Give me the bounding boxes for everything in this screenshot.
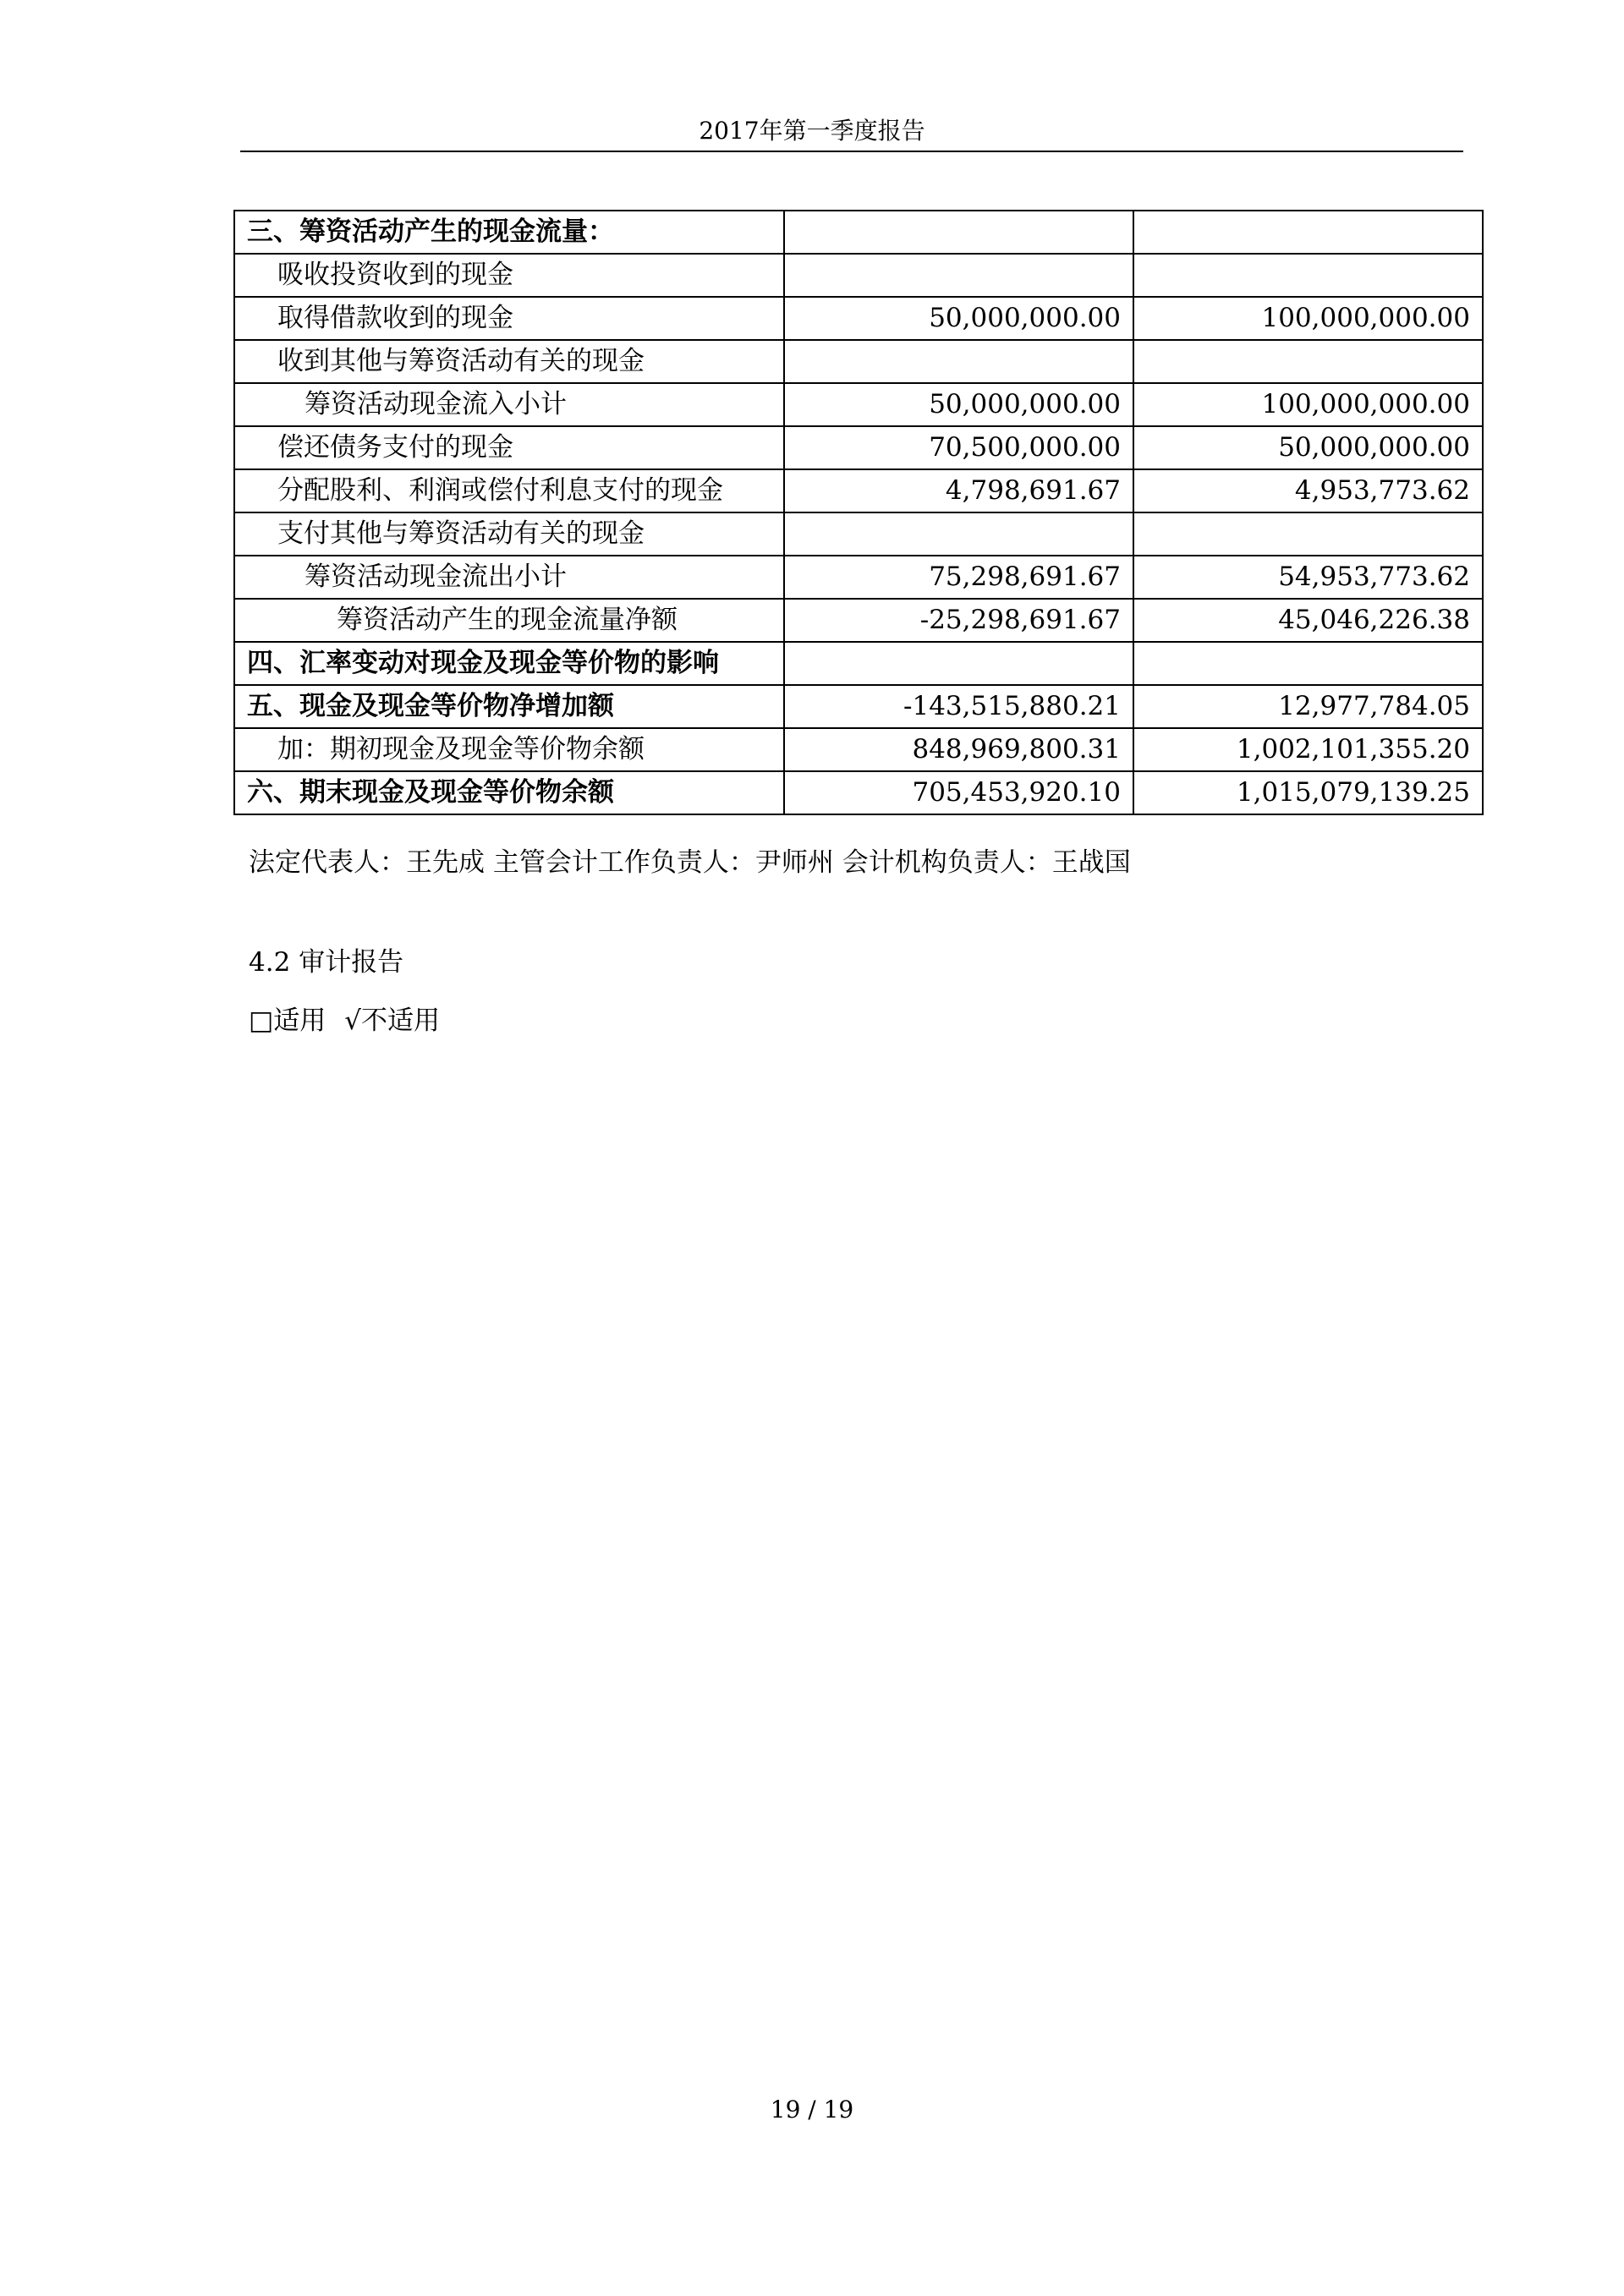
cash-flow-table xyxy=(233,210,1484,815)
current-period-value: -143,515,880.21 xyxy=(784,685,1133,728)
prior-period-value: 1,015,079,139.25 xyxy=(1133,771,1483,814)
table-row xyxy=(234,599,1483,642)
prior-period-value xyxy=(1133,512,1483,556)
option-not-applicable: √不适用 xyxy=(344,1006,441,1036)
row-label: 六、期末现金及现金等价物余额 xyxy=(234,771,784,814)
table-row xyxy=(234,771,1483,814)
current-period-value: 848,969,800.31 xyxy=(784,728,1133,771)
current-period-value: 50,000,000.00 xyxy=(784,383,1133,426)
prior-period-value: 12,977,784.05 xyxy=(1133,685,1483,728)
table-row xyxy=(234,685,1483,728)
prior-period-value xyxy=(1133,340,1483,383)
table-row xyxy=(234,642,1483,685)
current-period-value: 70,500,000.00 xyxy=(784,426,1133,469)
page-number: 19 / 19 xyxy=(770,2096,854,2123)
page-header-title: 2017年第一季度报告 xyxy=(699,117,925,145)
prior-period-value: 45,046,226.38 xyxy=(1133,599,1483,642)
audit-report-heading: 4.2 审计报告 xyxy=(249,947,404,978)
table-row xyxy=(234,383,1483,426)
table-row xyxy=(234,728,1483,771)
header-divider xyxy=(240,151,1463,152)
row-label: 收到其他与筹资活动有关的现金 xyxy=(234,340,784,383)
current-period-value: -25,298,691.67 xyxy=(784,599,1133,642)
prior-period-value: 50,000,000.00 xyxy=(1133,426,1483,469)
row-label: 筹资活动现金流出小计 xyxy=(234,556,784,599)
applicability-options xyxy=(249,1004,458,1038)
prior-period-value: 100,000,000.00 xyxy=(1133,383,1483,426)
table-row xyxy=(234,469,1483,512)
prior-period-value xyxy=(1133,642,1483,685)
row-label: 筹资活动产生的现金流量净额 xyxy=(234,599,784,642)
row-label: 分配股利、利润或偿付利息支付的现金 xyxy=(234,469,784,512)
table-row xyxy=(234,340,1483,383)
current-period-value xyxy=(784,642,1133,685)
table-row xyxy=(234,426,1483,469)
prior-period-value: 1,002,101,355.20 xyxy=(1133,728,1483,771)
prior-period-value xyxy=(1133,211,1483,254)
row-label: 偿还债务支付的现金 xyxy=(234,426,784,469)
row-label: 取得借款收到的现金 xyxy=(234,297,784,340)
row-label: 四、汇率变动对现金及现金等价物的影响 xyxy=(234,642,784,685)
table-row xyxy=(234,297,1483,340)
signers-line: 法定代表人：王先成 主管会计工作负责人：尹师州 会计机构负责人：王战国 xyxy=(249,847,1131,878)
current-period-value xyxy=(784,512,1133,556)
row-label: 筹资活动现金流入小计 xyxy=(234,383,784,426)
row-label: 加：期初现金及现金等价物余额 xyxy=(234,728,784,771)
prior-period-value: 100,000,000.00 xyxy=(1133,297,1483,340)
current-period-value: 4,798,691.67 xyxy=(784,469,1133,512)
current-period-value xyxy=(784,211,1133,254)
row-label: 三、筹资活动产生的现金流量： xyxy=(234,211,784,254)
prior-period-value xyxy=(1133,254,1483,297)
current-period-value: 50,000,000.00 xyxy=(784,297,1133,340)
row-label: 吸收投资收到的现金 xyxy=(234,254,784,297)
prior-period-value: 4,953,773.62 xyxy=(1133,469,1483,512)
current-period-value xyxy=(784,254,1133,297)
prior-period-value: 54,953,773.62 xyxy=(1133,556,1483,599)
current-period-value: 705,453,920.10 xyxy=(784,771,1133,814)
option-applicable: □适用 xyxy=(249,1006,326,1036)
row-label: 支付其他与筹资活动有关的现金 xyxy=(234,512,784,556)
row-label: 五、现金及现金等价物净增加额 xyxy=(234,685,784,728)
table-row xyxy=(234,556,1483,599)
current-period-value xyxy=(784,340,1133,383)
table-row xyxy=(234,211,1483,254)
current-period-value: 75,298,691.67 xyxy=(784,556,1133,599)
table-row xyxy=(234,254,1483,297)
table-row xyxy=(234,512,1483,556)
